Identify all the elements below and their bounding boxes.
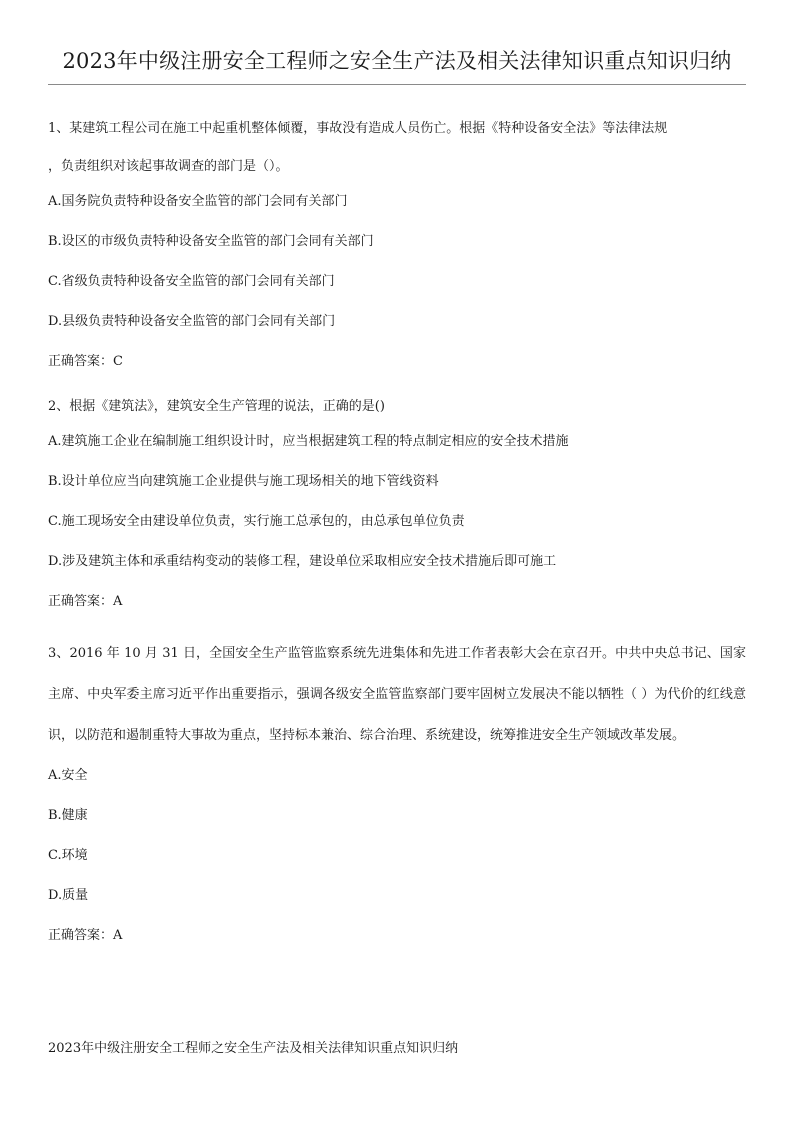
question-1 [48,114,746,382]
question-2 [48,392,746,622]
title-divider [48,84,746,85]
question-1-option-d: D.县级负责特种设备安全监管的部门会同有关部门 [48,314,336,329]
question-3-option-c: C.环境 [48,848,88,863]
question-3-option-a: A.安全 [48,768,88,783]
question-3-stem: 3、2016 年 10 月 31 日，全国安全生产监管监察系统先进集体和先进工作者表彰大会在京召开。中共中央总书记、国家主席、中央军委主席习近平作出重要指示，强调各级安全监管监察部门要牢固树立发展决不能以牺牲（ ）为代价的红线意识，以防范和遏制重特大事故为重点，坚持标本兼治、综合治理、系统建设，统筹推进安全生产领域改革发展。 [48,646,746,743]
question-1-option-a: A.国务院负责特种设备安全监管的部门会同有关部门 [48,194,348,209]
question-3 [48,633,746,956]
question-2-option-b: B.设计单位应当向建筑施工企业提供与施工现场相关的地下管线资料 [48,474,439,489]
question-1-stem-line-1: 1、某建筑工程公司在施工中起重机整体倾覆，事故没有造成人员伤亡。根据《特种设备安全法》等法律法规 [48,121,668,136]
page-footer: 2023年中级注册安全工程师之安全生产法及相关法律知识重点知识归纳 [48,1041,459,1056]
question-2-stem: 2、根据《建筑法》，建筑安全生产管理的说法，正确的是() [48,399,385,414]
question-1-stem-line-2: ，负责组织对该起事故调查的部门是（）。 [48,159,289,174]
question-1-option-c: C.省级负责特种设备安全监管的部门会同有关部门 [48,274,335,289]
question-2-option-a: A.建筑施工企业在编制施工组织设计时，应当根据建筑工程的特点制定相应的安全技术措施 [48,434,569,449]
question-3-option-d: D.质量 [48,888,89,903]
question-2-option-d: D.涉及建筑主体和承重结构变动的装修工程，建设单位采取相应安全技术措施后即可施工 [48,554,557,569]
question-2-option-c: C.施工现场安全由建设单位负责，实行施工总承包的，由总承包单位负责 [48,514,465,529]
question-1-option-b: B.设区的市级负责特种设备安全监管的部门会同有关部门 [48,234,374,249]
question-2-answer: 正确答案：A [48,594,123,609]
question-3-option-b: B.健康 [48,808,88,823]
page-title: 2023年中级注册安全工程师之安全生产法及相关法律知识重点知识归纳 [62,49,732,73]
question-list [48,114,746,956]
question-3-answer: 正确答案：A [48,928,123,943]
question-1-answer: 正确答案：C [48,354,123,369]
